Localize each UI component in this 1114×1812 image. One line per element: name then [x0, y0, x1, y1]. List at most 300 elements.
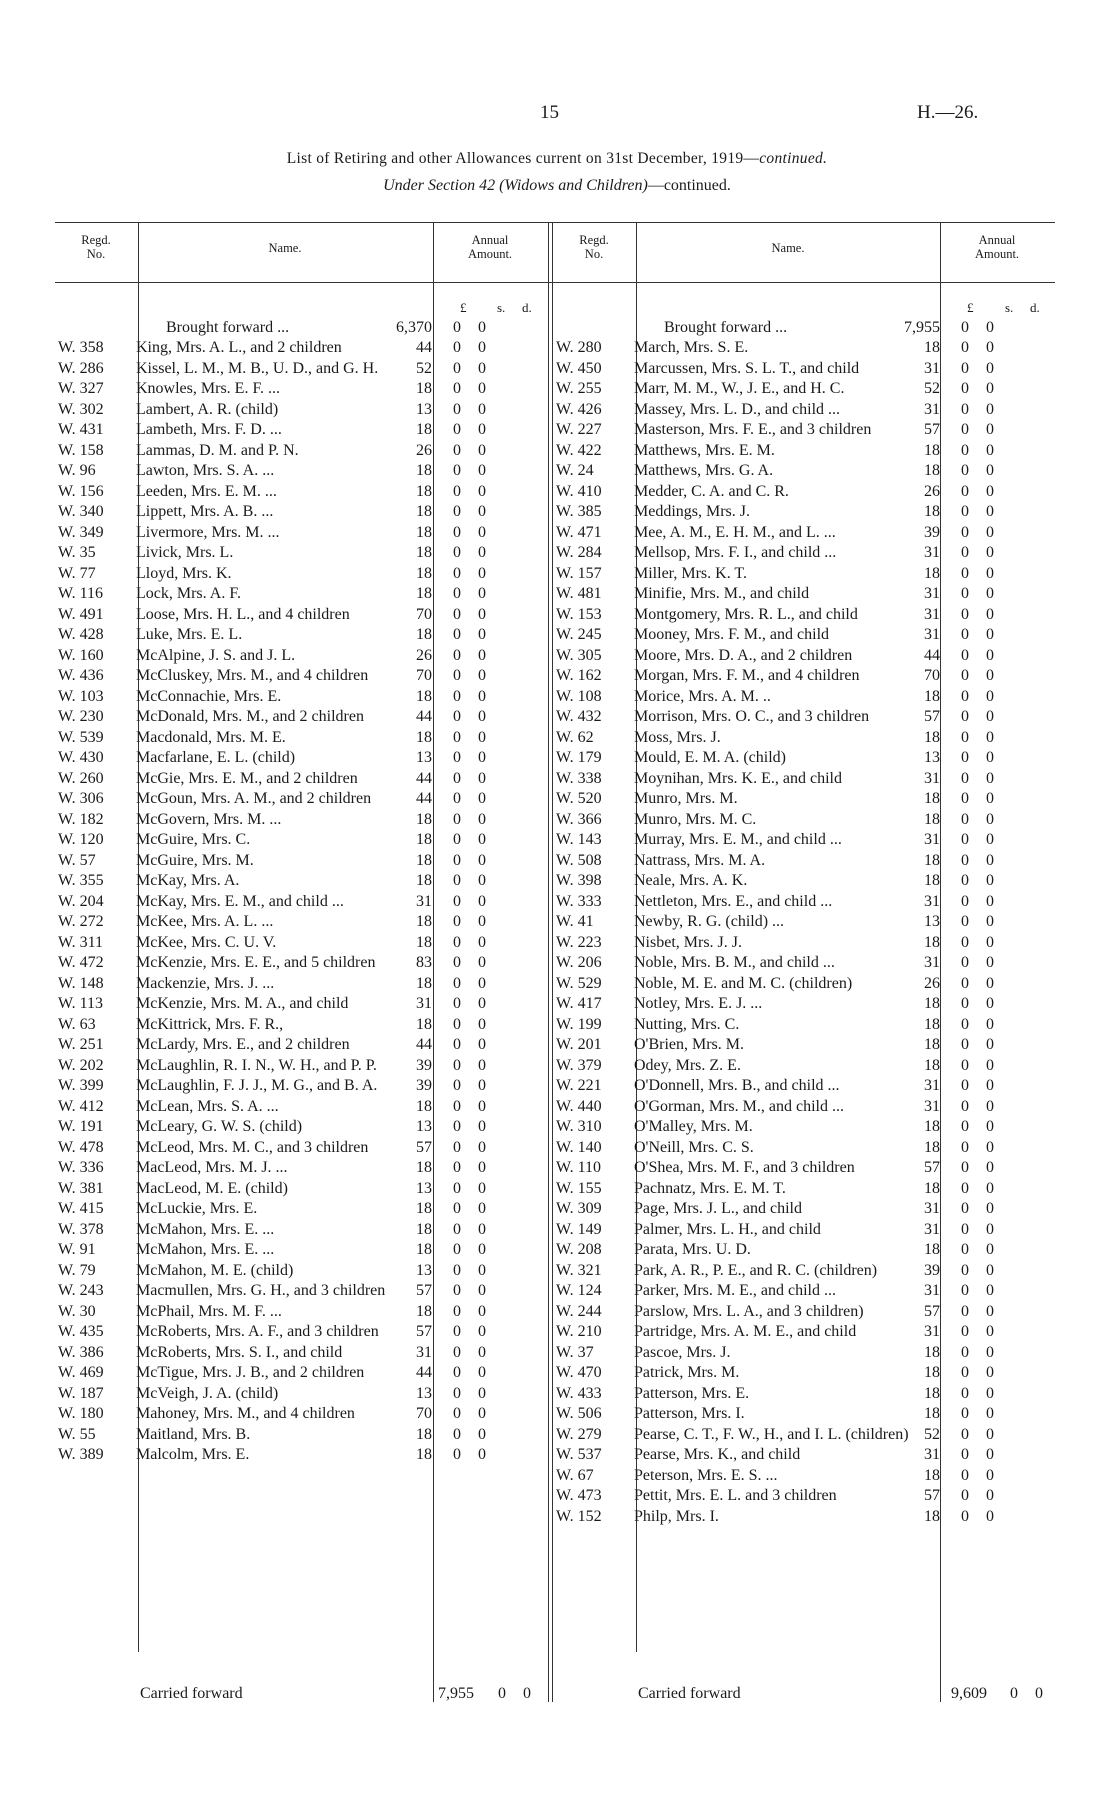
- amount-shillings: 0: [961, 1507, 969, 1525]
- regd-number: W. 57: [58, 851, 96, 869]
- amount-pence: 0: [478, 1159, 486, 1176]
- amount-pounds: 44: [416, 339, 432, 356]
- amount-pounds: 31: [924, 605, 940, 623]
- amount-pence: 0: [986, 1118, 994, 1135]
- amount-pounds: 18: [924, 1241, 940, 1258]
- amount-shillings: 0: [453, 1179, 461, 1197]
- amount-pounds: 31: [924, 1097, 940, 1115]
- allowee-name: Morgan, Mrs. F. M., and 4 children: [634, 667, 860, 684]
- table-row: [58, 1445, 548, 1466]
- allowee-name: Medder, C. A. and C. R.: [634, 482, 789, 500]
- regd-number: W. 272: [58, 913, 104, 930]
- regd-number: W. 311: [58, 933, 104, 951]
- table-row: [58, 420, 548, 441]
- amount-pence: 0: [478, 790, 486, 807]
- regd-number: W. 41: [556, 913, 594, 930]
- allowee-name: McVeigh, J. A. (child): [136, 1384, 279, 1402]
- amount-pence: 0: [478, 1220, 486, 1238]
- allowee-name: McKee, Mrs. A. L. ...: [136, 913, 274, 930]
- amount-pounds: 57: [416, 1282, 432, 1299]
- regd-number: W. 399: [58, 1077, 104, 1094]
- regd-number: W. 410: [556, 482, 602, 500]
- allowee-name: McCluskey, Mrs. M., and 4 children: [136, 667, 369, 684]
- amount-pounds: 18: [924, 1015, 940, 1033]
- regd-number: W. 366: [556, 810, 602, 828]
- amount-shillings: 0: [453, 626, 461, 643]
- amount-pounds: 18: [924, 564, 940, 582]
- regd-number: W. 67: [556, 1466, 594, 1484]
- allowee-name: Pettit, Mrs. E. L. and 3 children: [634, 1487, 837, 1504]
- amount-pence: 0: [986, 1200, 994, 1217]
- table-row: [58, 1363, 548, 1384]
- amount-shillings: 0: [961, 995, 969, 1012]
- amount-pence: 0: [478, 769, 486, 787]
- amount-pounds: 13: [416, 400, 432, 418]
- amount-pence: 0: [986, 749, 994, 766]
- amount-pence: 0: [986, 339, 994, 356]
- allowee-name: Pearse, C. T., F. W., H., and I. L. (children): [634, 1425, 909, 1443]
- table-row: [58, 892, 548, 913]
- allowee-name: Lammas, D. M. and P. N.: [136, 441, 299, 459]
- amount-pence: 0: [478, 851, 486, 869]
- amount-pence: 0: [986, 544, 994, 561]
- amount-shillings: 0: [961, 359, 969, 377]
- amount-shillings: 0: [961, 749, 969, 766]
- regd-number: W. 381: [58, 1179, 104, 1197]
- amount-shillings: 0: [961, 1343, 969, 1361]
- table-row: [556, 482, 1056, 503]
- amount-pence: 0: [478, 667, 486, 684]
- amount-shillings: 0: [453, 954, 461, 971]
- table-row: [556, 646, 1056, 667]
- table-row: [58, 1384, 548, 1405]
- amount-pounds: 57: [924, 1302, 940, 1320]
- regd-number: W. 286: [58, 359, 104, 377]
- allowee-name: Marr, M. M., W., J. E., and H. C.: [634, 380, 845, 397]
- amount-pounds: 18: [416, 1097, 432, 1115]
- allowee-name: McConnachie, Mrs. E.: [136, 687, 282, 705]
- amount-pence: 0: [478, 872, 486, 889]
- regd-number: W. 110: [556, 1159, 602, 1176]
- allowee-name: O'Gorman, Mrs. M., and child ...: [634, 1097, 844, 1115]
- amount-shillings: 0: [453, 933, 461, 951]
- allowee-name: McMahon, Mrs. E. ...: [136, 1220, 275, 1238]
- amount-pounds: 18: [924, 1364, 940, 1381]
- regd-number: W. 148: [58, 974, 104, 992]
- amount-pence: 0: [986, 728, 994, 746]
- regd-number: W. 204: [58, 892, 104, 910]
- amount-pence: 0: [986, 1015, 994, 1033]
- amount-shillings: 0: [961, 831, 969, 848]
- amount-shillings: 0: [453, 687, 461, 705]
- regd-number: W. 508: [556, 851, 602, 869]
- center-divider-a: [548, 222, 549, 1702]
- amount-pence: 0: [986, 851, 994, 869]
- amount-shillings: 0: [961, 708, 969, 725]
- table-row: [58, 851, 548, 872]
- amount-shillings: 0: [961, 605, 969, 623]
- table-row: [556, 1343, 1056, 1364]
- left-carried-forward-label: Carried forward: [140, 1685, 243, 1702]
- table-row: [58, 769, 548, 790]
- table-row: [58, 564, 548, 585]
- amount-pounds: 18: [416, 544, 432, 561]
- amount-pence: 0: [986, 1302, 994, 1320]
- amount-pence: 0: [478, 380, 486, 397]
- allowee-name: McGoun, Mrs. A. M., and 2 children: [136, 790, 372, 807]
- allowee-name: McKay, Mrs. A.: [136, 872, 240, 889]
- amount-pounds: 70: [416, 667, 432, 684]
- allowee-name: Patrick, Mrs. M.: [634, 1364, 740, 1381]
- page-title: [0, 150, 1114, 168]
- amount-pounds: 44: [416, 708, 432, 725]
- header-bottom-rule: [55, 282, 1055, 283]
- amount-pounds: 39: [416, 1056, 432, 1074]
- amount-shillings: 0: [961, 1425, 969, 1443]
- amount-pence: 0: [986, 1364, 994, 1381]
- table-row: [58, 482, 548, 503]
- amount-pounds: 31: [924, 585, 940, 602]
- right-carried-forward-d: 0: [1035, 1685, 1043, 1702]
- table-row: [556, 707, 1056, 728]
- regd-number: W. 191: [58, 1118, 104, 1135]
- amount-pence: 0: [986, 421, 994, 438]
- amount-pence: 0: [986, 646, 994, 664]
- amount-shillings: 0: [961, 1015, 969, 1033]
- regd-number: W. 158: [58, 441, 104, 459]
- table-row: [556, 625, 1056, 646]
- amount-pounds: 18: [416, 626, 432, 643]
- amount-pounds: 18: [924, 995, 940, 1012]
- amount-pounds: 18: [416, 728, 432, 746]
- table-row: [58, 994, 548, 1015]
- right-carried-forward-s: 0: [1010, 1685, 1018, 1702]
- amount-pounds: 13: [416, 1179, 432, 1197]
- amount-pence: 0: [986, 667, 994, 684]
- table-row: [58, 379, 548, 400]
- amount-pounds: 26: [924, 974, 940, 992]
- amount-pounds: 18: [416, 1425, 432, 1443]
- amount-pounds: 31: [924, 1282, 940, 1299]
- amount-pence: 0: [986, 708, 994, 725]
- amount-pence: 0: [478, 933, 486, 951]
- allowee-name: Parslow, Mrs. L. A., and 3 children): [634, 1302, 864, 1320]
- table-row: [58, 1035, 548, 1056]
- allowee-name: Masterson, Mrs. F. E., and 3 children: [634, 421, 872, 438]
- amount-shillings: 0: [453, 564, 461, 582]
- amount-shillings: 0: [453, 1261, 461, 1279]
- allowee-name: Park, A. R., P. E., and R. C. (children): [634, 1261, 878, 1279]
- amount-shillings: 0: [961, 503, 969, 520]
- table-row: [58, 502, 548, 523]
- allowee-name: Lock, Mrs. A. F.: [136, 585, 241, 602]
- regd-number: W. 470: [556, 1364, 602, 1381]
- allowee-name: Meddings, Mrs. J.: [634, 503, 751, 520]
- amount-pence: 0: [478, 892, 486, 910]
- table-row: [556, 1240, 1056, 1261]
- regd-number: W. 230: [58, 708, 104, 725]
- table-row: [58, 871, 548, 892]
- amount-shillings: 0: [453, 728, 461, 746]
- regd-number: W. 206: [556, 954, 602, 971]
- table-row: [556, 1261, 1056, 1282]
- allowee-name: Munro, Mrs. M. C.: [634, 810, 757, 828]
- allowee-name: Montgomery, Mrs. R. L., and child: [634, 605, 858, 623]
- brought-forward-label: Brought forward ...: [166, 319, 290, 336]
- amount-pence: 0: [478, 1446, 486, 1463]
- amount-pounds: 31: [924, 831, 940, 848]
- amount-shillings: 0: [453, 1200, 461, 1217]
- amount-shillings: 0: [961, 646, 969, 664]
- regd-number: W. 187: [58, 1384, 104, 1402]
- amount-pence: 0: [986, 831, 994, 848]
- regd-number: W. 30: [58, 1302, 96, 1320]
- regd-number: W. 245: [556, 626, 602, 643]
- table-row: [556, 1220, 1056, 1241]
- amount-pounds: 18: [924, 1118, 940, 1135]
- table-row: [58, 1056, 548, 1077]
- amount-pence: 0: [986, 1220, 994, 1238]
- amount-pounds: 18: [924, 851, 940, 869]
- regd-number: W. 153: [556, 605, 602, 623]
- amount-pence: 0: [478, 749, 486, 766]
- right-shillings-unit: s.: [1005, 300, 1014, 315]
- amount-pounds: 44: [416, 1036, 432, 1053]
- allowee-name: McGuire, Mrs. C.: [136, 831, 251, 848]
- allowee-name: Minifie, Mrs. M., and child: [634, 585, 810, 602]
- amount-pounds: 18: [924, 872, 940, 889]
- right-pence-unit: d.: [1030, 300, 1040, 315]
- center-divider-b: [552, 222, 553, 1702]
- allowee-name: Massey, Mrs. L. D., and child ...: [634, 400, 841, 418]
- table-row: [58, 974, 548, 995]
- amount-shillings: 0: [961, 933, 969, 951]
- subtitle-section: Under Section 42 (Widows and Children): [383, 177, 648, 194]
- table-row: [556, 543, 1056, 564]
- amount-shillings: 0: [453, 1118, 461, 1135]
- regd-number: W. 124: [556, 1282, 602, 1299]
- regd-number: W. 478: [58, 1138, 104, 1156]
- regd-number: W. 338: [556, 769, 602, 787]
- allowee-name: Livick, Mrs. L.: [136, 544, 234, 561]
- allowee-name: McLaughlin, R. I. N., W. H., and P. P.: [136, 1056, 377, 1074]
- regd-number: W. 358: [58, 339, 104, 356]
- allowee-name: Page, Mrs. J. L., and child: [634, 1200, 802, 1217]
- regd-number: W. 469: [58, 1364, 104, 1381]
- amount-pounds: 31: [924, 1446, 940, 1463]
- amount-pounds: 26: [416, 646, 432, 664]
- allowee-name: McKee, Mrs. C. U. V.: [136, 933, 277, 951]
- amount-pence: 0: [478, 810, 486, 828]
- regd-number: W. 327: [58, 380, 104, 397]
- amount-shillings: 0: [453, 1159, 461, 1176]
- amount-pounds: 18: [924, 462, 940, 479]
- amount-shillings: 0: [961, 1241, 969, 1258]
- regd-number: W. 91: [58, 1241, 96, 1258]
- amount-pounds: 18: [924, 728, 940, 746]
- table-row: [556, 687, 1056, 708]
- amount-pounds: 18: [924, 933, 940, 951]
- allowee-name: Odey, Mrs. Z. E.: [634, 1056, 741, 1074]
- amount-shillings: 0: [453, 1425, 461, 1443]
- allowee-name: McLaughlin, F. J. J., M. G., and B. A.: [136, 1077, 378, 1094]
- table-row: [58, 1199, 548, 1220]
- amount-shillings: 0: [961, 1364, 969, 1381]
- regd-number: W. 160: [58, 646, 104, 664]
- allowee-name: McDonald, Mrs. M., and 2 children: [136, 708, 364, 725]
- amount-shillings: 0: [961, 1466, 969, 1484]
- allowee-name: Notley, Mrs. E. J. ...: [634, 995, 763, 1012]
- amount-shillings: 0: [961, 462, 969, 479]
- amount-pence: 0: [986, 872, 994, 889]
- amount-pence: 0: [986, 523, 994, 541]
- amount-shillings: 0: [961, 1200, 969, 1217]
- amount-pounds: 13: [416, 749, 432, 766]
- allowee-name: Mellsop, Mrs. F. I., and child ...: [634, 544, 837, 561]
- amount-shillings: 0: [453, 913, 461, 930]
- allowee-name: McMahon, Mrs. E. ...: [136, 1241, 275, 1258]
- regd-number: W. 422: [556, 441, 602, 459]
- amount-pounds: 31: [416, 892, 432, 910]
- amount-pounds: 18: [416, 462, 432, 479]
- table-row: [556, 1302, 1056, 1323]
- title-continued: continued.: [759, 150, 828, 167]
- amount-shillings: 0: [961, 585, 969, 602]
- allowee-name: MacLeod, Mrs. M. J. ...: [136, 1159, 288, 1176]
- regd-number: W. 520: [556, 790, 602, 807]
- allowee-name: Parker, Mrs. M. E., and child ...: [634, 1282, 836, 1299]
- allowee-name: Pascoe, Mrs. J.: [634, 1343, 731, 1361]
- amount-pence: 0: [986, 1405, 994, 1422]
- table-row: [58, 728, 548, 749]
- amount-shillings: 0: [961, 1036, 969, 1053]
- amount-pence: 0: [478, 1384, 486, 1402]
- amount-shillings: 0: [961, 564, 969, 582]
- regd-number: W. 24: [556, 462, 594, 479]
- amount-shillings: 0: [453, 1405, 461, 1422]
- amount-pounds: 18: [416, 1241, 432, 1258]
- table-row: [556, 1384, 1056, 1405]
- table-row: [556, 1466, 1056, 1487]
- amount-pounds: 18: [416, 687, 432, 705]
- allowee-name: Macdonald, Mrs. M. E.: [136, 728, 286, 746]
- amount-pounds: 13: [416, 1118, 432, 1135]
- regd-number: W. 473: [556, 1487, 602, 1504]
- amount-pounds: 31: [924, 1200, 940, 1217]
- right-name-header: Name.: [771, 241, 805, 255]
- table-row: [58, 1158, 548, 1179]
- amount-pounds: 57: [416, 1323, 432, 1340]
- amount-shillings: 0: [453, 400, 461, 418]
- amount-pence: 0: [478, 1077, 486, 1094]
- table-row: [556, 974, 1056, 995]
- amount-shillings: 0: [453, 1220, 461, 1238]
- amount-pence: 0: [986, 810, 994, 828]
- amount-pence: 0: [986, 1179, 994, 1197]
- allowee-name: Noble, Mrs. B. M., and child ...: [634, 954, 835, 971]
- amount-pence: 0: [478, 708, 486, 725]
- amount-shillings: 0: [453, 974, 461, 992]
- amount-shillings: 0: [453, 831, 461, 848]
- amount-pence: 0: [986, 503, 994, 520]
- regd-number: W. 284: [556, 544, 602, 561]
- amount-shillings: 0: [453, 1323, 461, 1340]
- right-carried-forward: [638, 1685, 1056, 1703]
- amount-shillings: 0: [961, 1302, 969, 1320]
- allowee-name: Livermore, Mrs. M. ...: [136, 523, 280, 541]
- amount-pence: 0: [478, 913, 486, 930]
- allowee-name: Matthews, Mrs. E. M.: [634, 441, 775, 459]
- amount-pence: 0: [478, 954, 486, 971]
- allowee-name: McKittrick, Mrs. F. R.,: [136, 1015, 284, 1033]
- brought-forward-row: [58, 318, 548, 338]
- amount-pounds: 13: [924, 913, 940, 930]
- amount-shillings: 0: [453, 605, 461, 623]
- amount-pounds: 70: [924, 667, 940, 684]
- regd-number: W. 96: [58, 462, 96, 479]
- regd-number: W. 379: [556, 1056, 602, 1074]
- amount-pence: 0: [478, 1425, 486, 1443]
- allowee-name: Peterson, Mrs. E. S. ...: [634, 1466, 778, 1484]
- regd-number: W. 471: [556, 523, 602, 541]
- amount-shillings: 0: [961, 913, 969, 930]
- allowee-name: Nettleton, Mrs. E., and child ...: [634, 892, 833, 910]
- right-regd-header: Regd. No.: [579, 233, 609, 261]
- amount-pounds: 18: [924, 1056, 940, 1074]
- amount-pounds: 18: [924, 1466, 940, 1484]
- table-row: [556, 994, 1056, 1015]
- table-row: [58, 1261, 548, 1282]
- table-row: [556, 892, 1056, 913]
- regd-number: W. 378: [58, 1220, 104, 1238]
- amount-shillings: 0: [453, 995, 461, 1012]
- table-row: [556, 810, 1056, 831]
- regd-number: W. 103: [58, 687, 104, 705]
- amount-pounds: 31: [924, 359, 940, 377]
- table-row: [58, 1302, 548, 1323]
- regd-number: W. 435: [58, 1323, 104, 1340]
- table-row: [556, 1445, 1056, 1466]
- amount-pence: 0: [986, 913, 994, 930]
- amount-pounds: 18: [924, 1138, 940, 1156]
- subtitle-continued: —continued.: [647, 177, 731, 194]
- amount-pounds: 18: [416, 523, 432, 541]
- regd-number: W. 340: [58, 503, 104, 520]
- table-row: [58, 933, 548, 954]
- allowee-name: Knowles, Mrs. E. F. ...: [136, 380, 281, 397]
- allowee-name: McGie, Mrs. E. M., and 2 children: [136, 769, 358, 787]
- regd-number: W. 336: [58, 1159, 104, 1176]
- amount-pounds: 18: [416, 1302, 432, 1320]
- amount-shillings: 0: [961, 892, 969, 910]
- left-amount-header: Annual Amount.: [467, 233, 513, 261]
- amount-pence: 0: [986, 1507, 994, 1525]
- amount-shillings: 0: [961, 954, 969, 971]
- table-row: [58, 1404, 548, 1425]
- amount-shillings: 0: [453, 462, 461, 479]
- regd-number: W. 255: [556, 380, 602, 397]
- table-row: [556, 1404, 1056, 1425]
- amount-pence: 0: [986, 1097, 994, 1115]
- left-pence-unit: d.: [522, 300, 532, 315]
- table-row: [556, 1076, 1056, 1097]
- amount-pounds: 39: [416, 1077, 432, 1094]
- amount-pounds: 18: [416, 503, 432, 520]
- allowee-name: Matthews, Mrs. G. A.: [634, 462, 774, 479]
- amount-pounds: 13: [924, 749, 940, 766]
- amount-shillings: 0: [961, 1056, 969, 1074]
- amount-pence: 0: [478, 400, 486, 418]
